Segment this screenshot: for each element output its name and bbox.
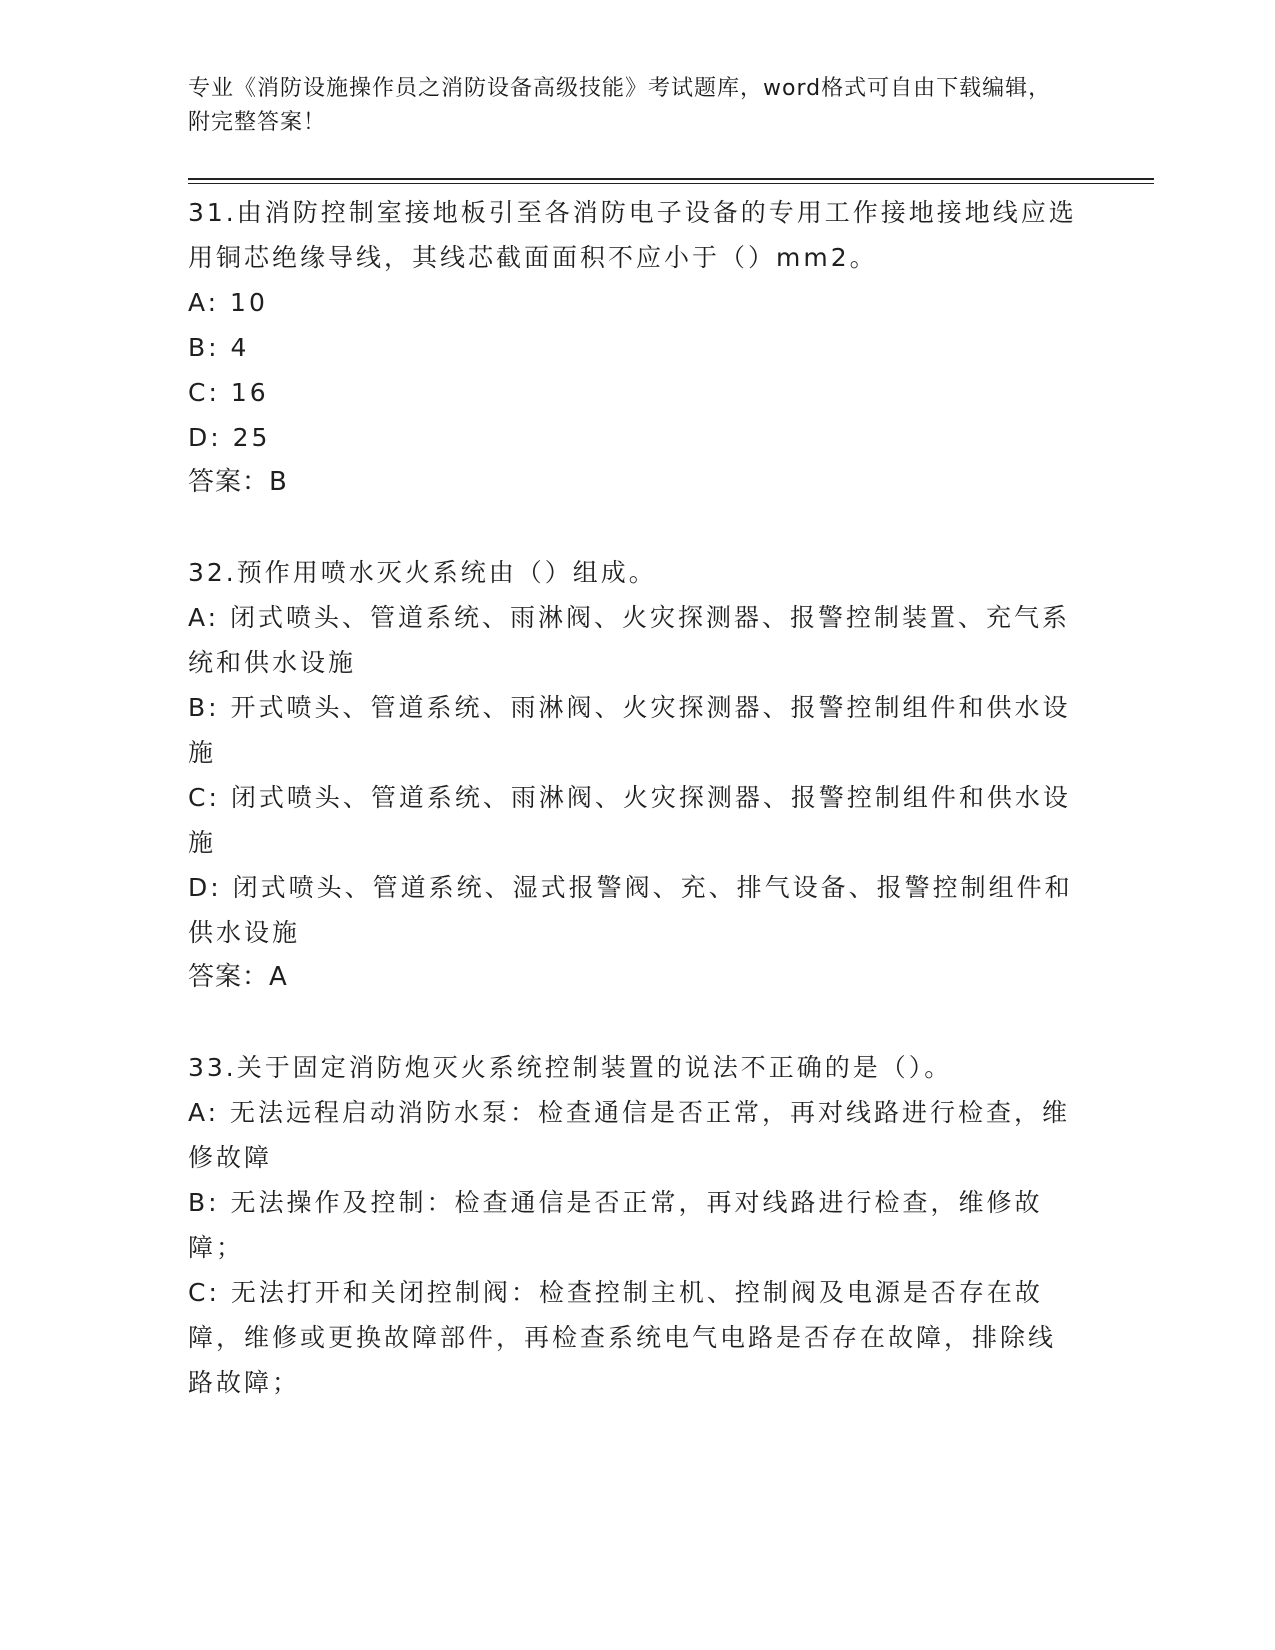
question-text: 31.由消防控制室接地板引至各消防电子设备的专用工作接地接地线应选用铜芯绝缘导线，其线芯截面面积不应小于（）mm2。 [188,198,1077,272]
question-33 [188,1045,1078,1405]
question-list [188,190,1078,1405]
question-spacer [188,505,1078,550]
question-text: 32.预作用喷水灭火系统由（）组成。 [188,558,657,587]
option-b: B: 4 [188,333,250,362]
answer-text: 答案：A [188,962,288,992]
question-31 [188,190,1078,505]
option-a: A: 10 [188,288,268,317]
option-a: A: 无法远程启动消防水泵：检查通信是否正常，再对线路进行检查，维修故障 [188,1098,1071,1172]
question-32 [188,550,1078,1000]
option-b: B: 开式喷头、管道系统、雨淋阀、火灾探测器、报警控制组件和供水设施 [188,693,1071,767]
header-divider-thick [188,178,1154,180]
option-b: B: 无法操作及控制：检查通信是否正常，再对线路进行检查，维修故障； [188,1188,1043,1262]
answer-text: 答案：B [188,467,288,497]
document-header: 专业《消防设施操作员之消防设备高级技能》考试题库，word格式可自由下载编辑，附完整答案！ [188,76,1052,135]
option-c: C: 闭式喷头、管道系统、雨淋阀、火灾探测器、报警控制组件和供水设施 [188,783,1071,857]
option-a: A: 闭式喷头、管道系统、雨淋阀、火灾探测器、报警控制装置、充气系统和供水设施 [188,603,1071,677]
question-spacer [188,1000,1078,1045]
header-divider-thin [188,183,1154,184]
option-c: C: 无法打开和关闭控制阀：检查控制主机、控制阀及电源是否存在故障，维修或更换故障部件，再检查系统电气电路是否存在故障，排除线路故障； [188,1278,1057,1397]
option-c: C: 16 [188,378,269,407]
question-text: 33.关于固定消防炮灭火系统控制装置的说法不正确的是（）。 [188,1053,953,1082]
option-d: D: 25 [188,423,271,452]
option-d: D: 闭式喷头、管道系统、湿式报警阀、充、排气设备、报警控制组件和供水设施 [188,873,1073,947]
